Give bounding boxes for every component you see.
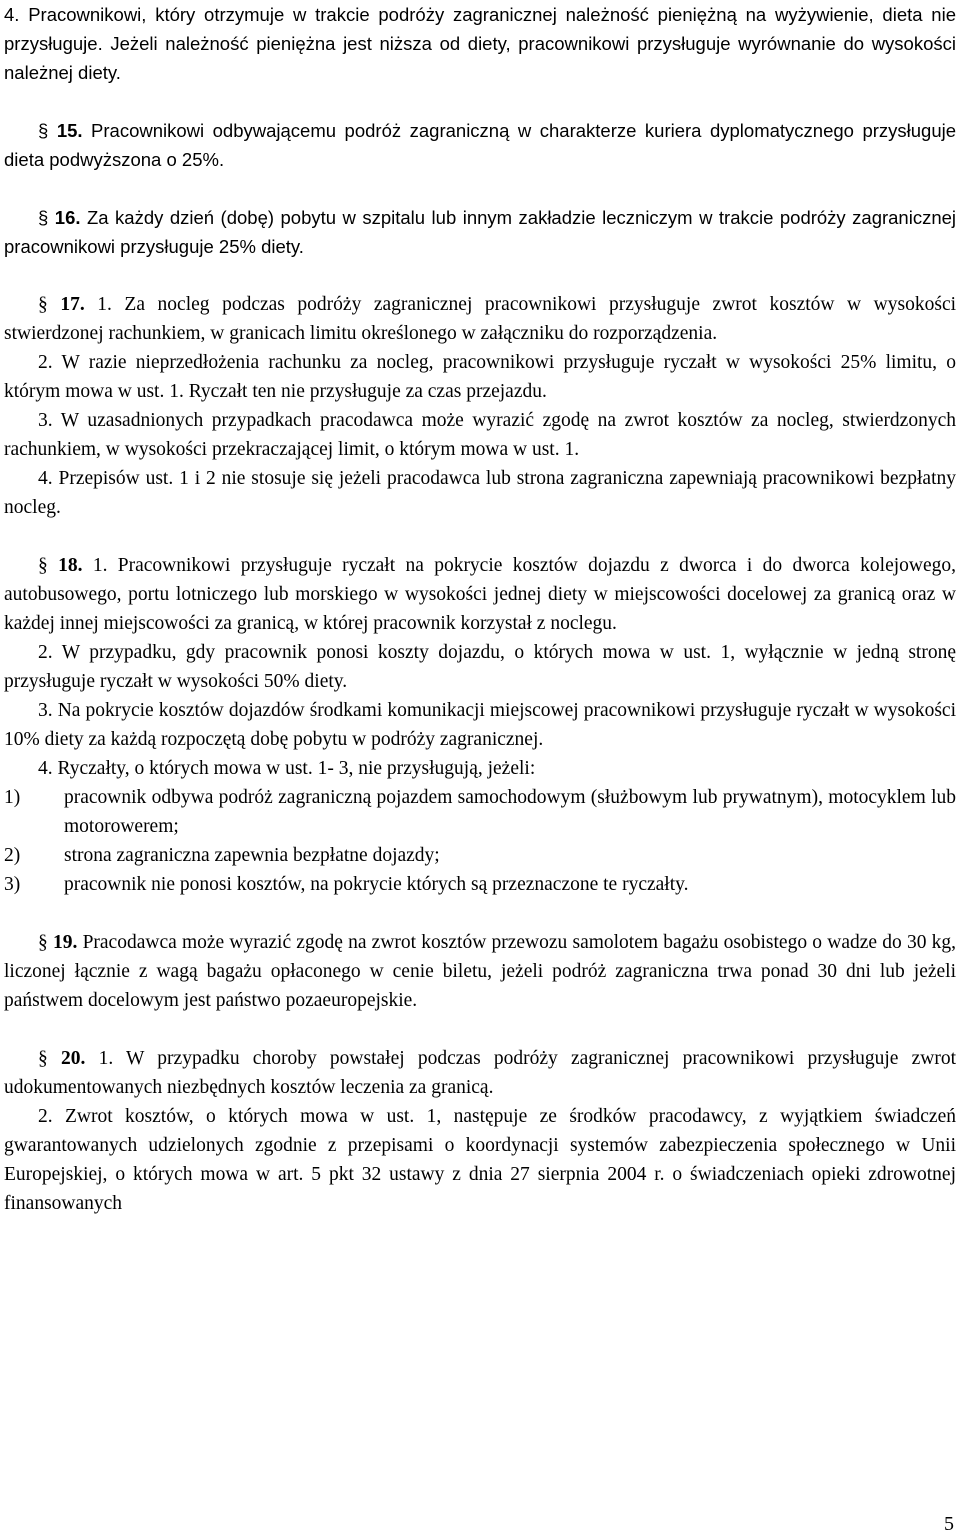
section-text: 1. Pracownikowi przysługuje ryczałt na pokrycie kosztów dojazdu z dworca i do dworca kolejowego, autobusowego, portu lotniczego lub morskiego w wysokości jednej diety w miejscowości docelowej za granicą oraz w każdej innej miejscowości za granicą, w której pracownik korzystał z noclegu. (4, 555, 957, 634)
section-18-p3: 3. Na pokrycie kosztów dojazdów środkami komunikacji miejscowej pracownikowi przysługuje ryczałt w wysokości 10% diety za każdą rozpoczętą dobę pobytu w podróży zagranicznej. (4, 700, 956, 750)
list-item (4, 841, 956, 870)
section-number: 17. (60, 294, 85, 315)
section-number: 19. (52, 932, 78, 953)
section-number: 20. (60, 1048, 86, 1069)
section-17-p2: 2. W razie nieprzedłożenia rachunku za nocleg, pracownikowi przysługuje ryczałt w wysokości 25% limitu, o którym mowa w ust. 1. Ryczałt ten nie przysługuje za czas przejazdu. (4, 352, 956, 402)
section-sign: § (38, 555, 48, 576)
list-item-number: 1) (4, 787, 21, 808)
list-item (4, 870, 956, 899)
section-20-p1 (4, 1044, 956, 1102)
section-number: 15. (56, 120, 83, 141)
section-text: 1. W przypadku choroby powstałej podczas podróży zagranicznej pracownikowi przysługuje zwrot udokumentowanych niezbędnych kosztów leczenia za granicą. (4, 1048, 957, 1098)
paragraph-14-4: 4. Pracownikowi, który otrzymuje w trakcie podróży zagranicznej należność pieniężną na wyżywienie, dieta nie przysługuje. Jeżeli należność pieniężna jest niższa od diety, pracownikowi przysługuje wyrównanie do wysokości należnej diety. (4, 4, 956, 83)
section-text: Za każdy dzień (dobę) pobytu w szpitalu lub innym zakładzie leczniczym w trakcie podróży zagranicznej pracownikowi przysługuje 25% diety. (4, 207, 957, 257)
section-number: 16. (54, 207, 81, 228)
section-sign: § (38, 294, 48, 315)
section-sign: § (38, 932, 48, 953)
section-17-p1 (4, 290, 956, 348)
section-18-p1 (4, 551, 956, 638)
list-item-text: strona zagraniczna zapewnia bezpłatne dojazdy; (64, 845, 440, 866)
section-sign: § (38, 207, 49, 228)
section-17-p3: 3. W uzasadnionych przypadkach pracodawca może wyrazić zgodę na zwrot kosztów za nocleg, stwierdzonych rachunkiem, w wysokości przekraczającej limit, o którym mowa w ust. 1. (4, 410, 956, 460)
section-text: Pracownikowi odbywającemu podróż zagraniczną w charakterze kuriera dyplomatycznego przysługuje dieta podwyższona o 25%. (4, 120, 957, 170)
section-18-p4: 4. Ryczałty, o których mowa w ust. 1- 3, nie przysługują, jeżeli: (38, 758, 536, 779)
section-20-p2: 2. Zwrot kosztów, o których mowa w ust. 1, następuje ze środków pracodawcy, z wyjątkiem świadczeń gwarantowanych udzielonych zgodnie z przepisami o koordynacji systemów zabezpieczenia społecznego w Unii Europejskiej, o których mowa w art. 5 pkt 32 ustawy z dnia 27 sierpnia 2004 r. o świadczeniach opieki zdrowotnej finansowanych (4, 1106, 956, 1214)
section-number: 18. (58, 555, 83, 576)
page-number: 5 (944, 1513, 954, 1535)
section-sign: § (38, 120, 49, 141)
document-page (4, 0, 956, 1218)
list-item-text: pracownik nie ponosi kosztów, na pokrycie których są przeznaczone te ryczałty. (64, 874, 689, 895)
list-item-text: pracownik odbywa podróż zagraniczną pojazdem samochodowym (służbowym lub prywatnym), motocyklem lub motorowerem; (64, 787, 956, 837)
section-16 (4, 203, 956, 261)
section-sign: § (38, 1048, 48, 1069)
list-item (4, 783, 956, 841)
list-item-number: 2) (4, 845, 21, 866)
section-19 (4, 928, 956, 1015)
section-17-p4: 4. Przepisów ust. 1 i 2 nie stosuje się jeżeli pracodawca lub strona zagraniczna zapewniają pracownikowi bezpłatny nocleg. (4, 468, 956, 518)
list-item-number: 3) (4, 874, 21, 895)
section-text: Pracodawca może wyrazić zgodę na zwrot kosztów przewozu samolotem bagażu osobistego o wadze do 30 kg, liczonej łącznie z wagą bagażu opłaconego w cenie biletu, jeżeli podróż zagraniczna trwa ponad 30 dni lub jeżeli państwem docelowym jest państwo pozaeuropejskie. (4, 932, 957, 1011)
section-text: 1. Za nocleg podczas podróży zagranicznej pracownikowi przysługuje zwrot kosztów w wysokości stwierdzonej rachunkiem, w granicach limitu określonego w załączniku do rozporządzenia. (4, 294, 957, 344)
section-18-p2: 2. W przypadku, gdy pracownik ponosi koszty dojazdu, o których mowa w ust. 1, wyłącznie w jedną stronę przysługuje ryczałt w wysokości 50% diety. (4, 642, 956, 692)
section-15 (4, 116, 956, 174)
